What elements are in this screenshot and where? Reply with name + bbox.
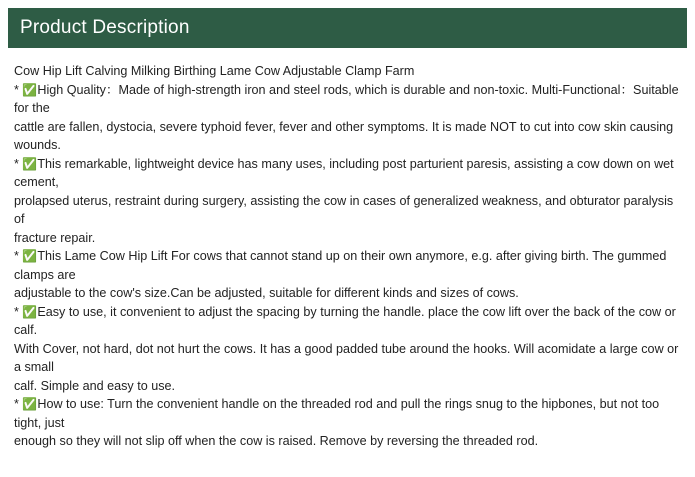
bullet-marker: * bbox=[14, 397, 23, 411]
description-line bbox=[14, 340, 681, 377]
description-line bbox=[14, 432, 681, 451]
description-text: prolapsed uterus, restraint during surgery, assisting the cow in cases of generalized weakness, and obturator paralysis of bbox=[14, 193, 674, 226]
description-text: How to use: Turn the convenient handle on the threaded rod and pull the rings snug to the hipbones, but not too tight, just bbox=[14, 397, 660, 430]
product-description-page bbox=[0, 8, 695, 477]
description-line bbox=[14, 155, 681, 192]
description-line bbox=[14, 284, 681, 303]
check-mark-icon: ✅ bbox=[22, 249, 38, 263]
description-line bbox=[14, 303, 681, 340]
check-mark-icon: ✅ bbox=[22, 156, 38, 171]
check-mark-icon: ✅ bbox=[22, 397, 38, 411]
check-mark-icon: ✅ bbox=[22, 304, 38, 319]
bullet-marker: * bbox=[14, 156, 23, 171]
description-text: This remarkable, lightweight device has many uses, including post parturient paresis, assisting a cow down on wet cement, bbox=[14, 156, 674, 189]
description-line bbox=[14, 377, 681, 396]
description-text: This Lame Cow Hip Lift For cows that cannot stand up on their own anymore, e.g. after giving birth. The gummed clamps are bbox=[14, 249, 667, 282]
check-mark-icon: ✅ bbox=[22, 82, 38, 97]
description-bullet-list bbox=[14, 81, 681, 451]
description-text: cattle are fallen, dystocia, severe typhoid fever, fever and other symptoms. It is made NOT to cut into cow skin causing wounds. bbox=[14, 119, 674, 152]
description-line bbox=[14, 192, 681, 229]
description-text: enough so they will not slip off when the cow is raised. Remove by reversing the threaded rod. bbox=[14, 434, 539, 448]
intro-text: Cow Hip Lift Calving Milking Birthing Lame Cow Adjustable Clamp Farm bbox=[14, 64, 415, 78]
description-text: With Cover, not hard, dot not hurt the cows. It has a good padded tube around the hooks. Will acomidate a large cow or a small bbox=[14, 341, 679, 374]
description-line bbox=[14, 229, 681, 248]
bullet-marker: * bbox=[14, 82, 23, 97]
product-description-body bbox=[0, 48, 695, 451]
description-line bbox=[14, 81, 681, 118]
description-text: fracture repair. bbox=[14, 230, 96, 245]
bullet-marker: * bbox=[14, 249, 23, 263]
description-text: Easy to use, it convenient to adjust the spacing by turning the handle. place the cow lift over the back of the cow or calf. bbox=[14, 304, 676, 337]
product-description-header bbox=[8, 8, 687, 48]
description-text: calf. Simple and easy to use. bbox=[14, 378, 176, 393]
page-title: Product Description bbox=[20, 17, 190, 38]
description-line bbox=[14, 118, 681, 155]
description-line bbox=[14, 395, 681, 432]
bullet-marker: * bbox=[14, 304, 23, 319]
description-line bbox=[14, 247, 681, 284]
description-text: High Quality：Made of high-strength iron and steel rods, which is durable and non-toxic. Multi-Functional：Suitable for the bbox=[14, 82, 679, 115]
description-text: adjustable to the cow's size.Can be adjusted, suitable for different kinds and sizes of cows. bbox=[14, 286, 519, 300]
